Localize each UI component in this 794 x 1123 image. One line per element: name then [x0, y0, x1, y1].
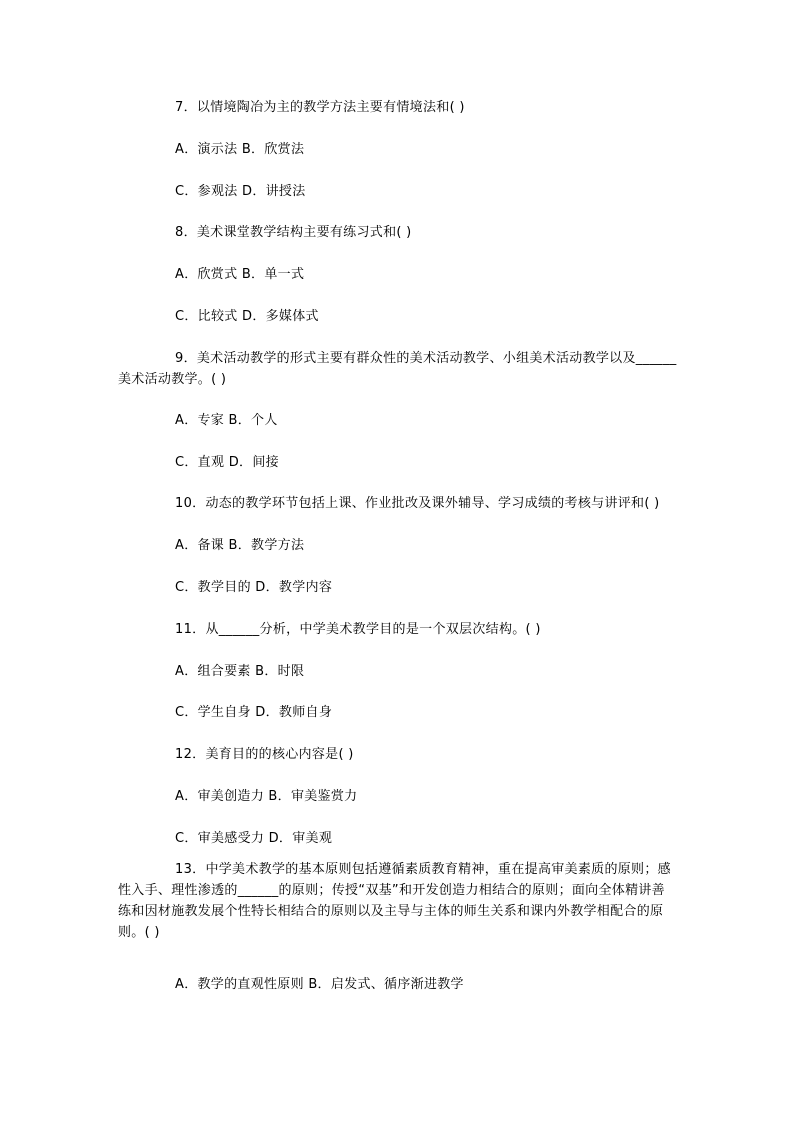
question-7-options-cd: C．参观法 D．讲授法 [175, 184, 306, 199]
question-9-options-cd: C．直观 D．间接 [175, 455, 279, 470]
question-12-options-cd: C．审美感受力 D．审美观 [175, 831, 333, 846]
question-8-options-cd: C．比较式 D．多媒体式 [175, 309, 319, 324]
question-11-options-ab: A．组合要素 B．时限 [175, 664, 305, 679]
question-13: 13．中学美术教学的基本原则包括遵循素质教育精神，重在提高审美素质的原则；感性入手、理性渗透的______的原则；传授“双基”和开发创造力相结合的原则；面向全体精讲善练和因材施教发展个性特长相结合的原则以及主导与主体的师生关系和课内外教学相配合的原则。( ) [118, 862, 671, 940]
question-9-options-ab: A．专家 B．个人 [175, 413, 278, 428]
question-11: 11．从______分析，中学美术教学目的是一个双层次结构。( ) [175, 622, 541, 637]
question-8: 8．美术课堂教学结构主要有练习式和( ) [175, 225, 412, 240]
question-12: 12．美育目的的核心内容是( ) [175, 747, 354, 762]
question-10-options-cd: C．教学目的 D．教学内容 [175, 580, 333, 595]
question-11-options-cd: C．学生自身 D．教师自身 [175, 705, 333, 720]
question-7: 7．以情境陶冶为主的教学方法主要有情境法和( ) [175, 100, 465, 115]
question-7-options-ab: A．演示法 B．欣赏法 [175, 142, 305, 157]
question-8-options-ab: A．欣赏式 B．单一式 [175, 267, 305, 282]
question-10-options-ab: A．备课 B．教学方法 [175, 538, 305, 553]
question-10: 10．动态的教学环节包括上课、作业批改及课外辅导、学习成绩的考核与讲评和( ) [175, 496, 660, 511]
question-12-options-ab: A．审美创造力 B．审美鉴赏力 [175, 789, 358, 804]
question-9: 9．美术活动教学的形式主要有群众性的美术活动教学、小组美术活动教学以及______美术活动教学。( ) [118, 351, 677, 387]
question-13-options-ab: A．教学的直观性原则 B．启发式、循序渐进教学 [175, 977, 464, 992]
